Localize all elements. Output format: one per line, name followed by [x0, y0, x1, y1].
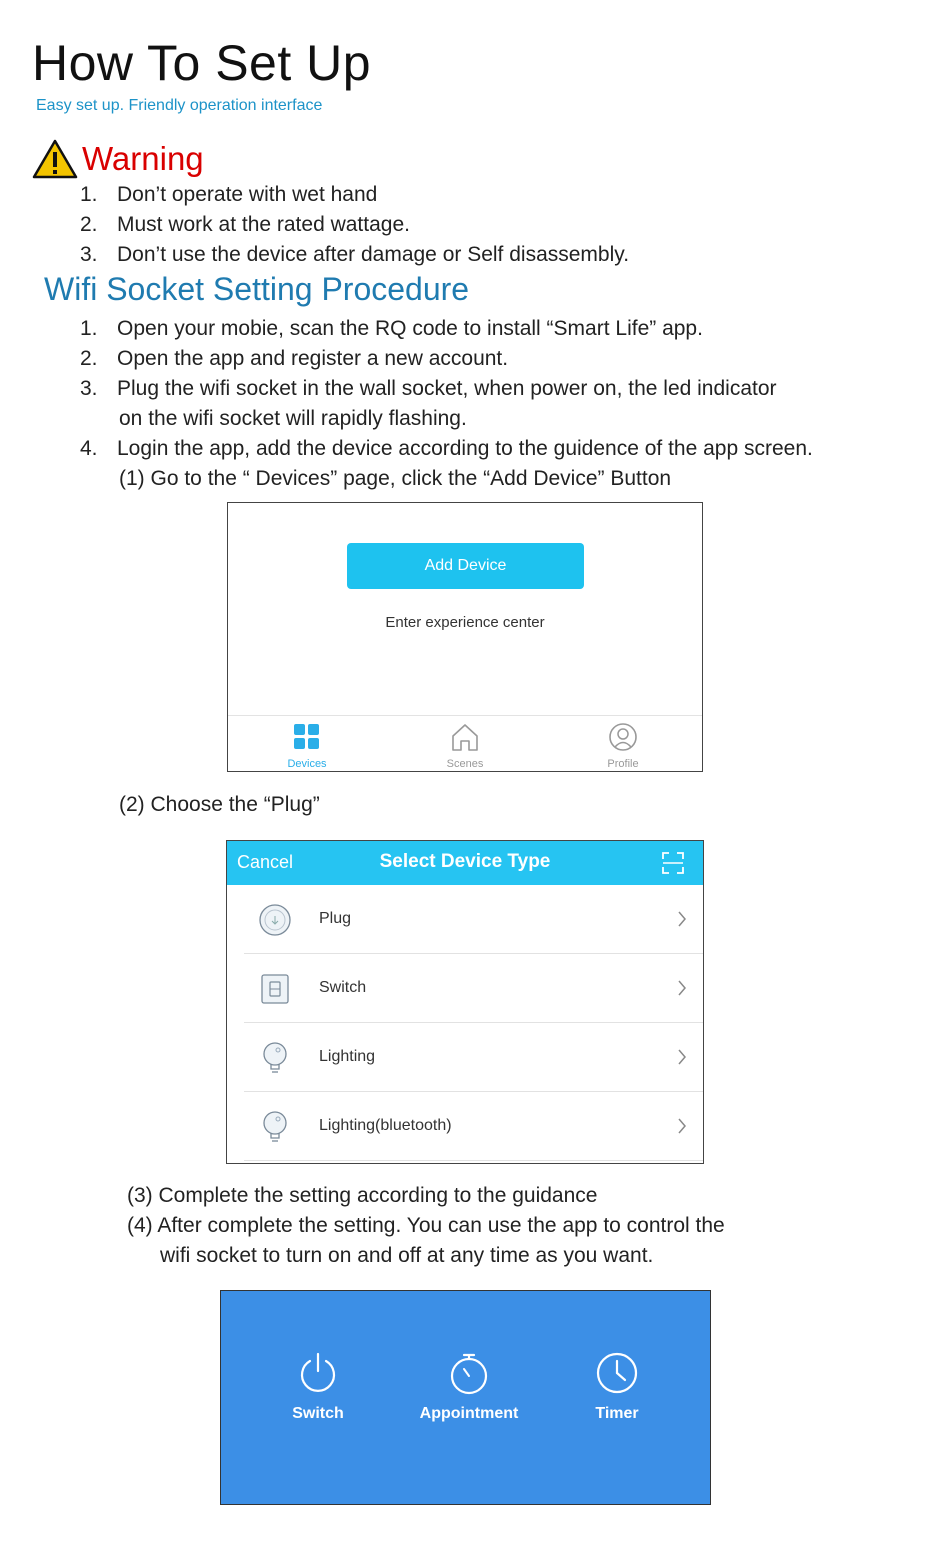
step-num: 2.: [80, 347, 98, 370]
nav-title: Select Device Type: [379, 851, 551, 872]
substep-2: (2) Choose the “Plug”: [119, 793, 320, 816]
warning-item-num: 1.: [80, 183, 98, 206]
warning-triangle-icon: [32, 139, 78, 179]
tab-label: Profile: [607, 758, 639, 770]
page-subtitle: Easy set up. Friendly operation interface: [36, 97, 323, 114]
chevron-right-icon: [677, 980, 687, 996]
nav-bar: [227, 841, 703, 885]
step-text: Login the app, add the device according to the guidence of the app screen.: [117, 437, 813, 460]
bulb-icon: [258, 1041, 292, 1075]
chevron-right-icon: [677, 1049, 687, 1065]
stopwatch-icon: [447, 1351, 491, 1395]
step-num: 1.: [80, 317, 98, 340]
page-title: How To Set Up: [32, 35, 372, 91]
device-type-row-switch[interactable]: [244, 954, 704, 1023]
app-screen-select-device: [226, 840, 704, 1164]
device-type-label: Switch: [319, 979, 367, 996]
tab-label: Devices: [287, 758, 327, 770]
cancel-button[interactable]: Cancel: [237, 852, 294, 872]
warning-item-text: Don’t use the device after damage or Self disassembly.: [117, 243, 630, 266]
step-num: 3.: [80, 377, 98, 400]
control-label: Switch: [292, 1405, 344, 1422]
step-text: Plug the wifi socket in the wall socket, when power on, the led indicator: [117, 377, 777, 400]
bulb-icon: [258, 1110, 292, 1144]
tab-bar: [228, 715, 702, 772]
warning-title: Warning: [82, 140, 204, 177]
home-icon: [449, 722, 481, 752]
switch-control[interactable]: [248, 1351, 388, 1423]
warning-heading: [32, 138, 204, 180]
warning-item-text: Must work at the rated wattage.: [117, 213, 410, 236]
tab-devices[interactable]: [247, 716, 367, 773]
procedure-title: Wifi Socket Setting Procedure: [44, 271, 470, 307]
warning-item-num: 2.: [80, 213, 98, 236]
warning-item-text: Don’t operate with wet hand: [117, 183, 378, 206]
step-text: Open your mobie, scan the RQ code to install “Smart Life” app.: [117, 317, 703, 340]
experience-center-link[interactable]: Enter experience center: [385, 614, 545, 631]
clock-icon: [595, 1351, 639, 1395]
device-type-row-lighting-bluetooth[interactable]: [244, 1092, 704, 1161]
device-type-label: Lighting: [319, 1048, 376, 1065]
power-icon: [296, 1351, 340, 1395]
timer-control[interactable]: [547, 1351, 687, 1423]
appointment-control[interactable]: [399, 1351, 539, 1423]
substep-4-continued: wifi socket to turn on and off at any time as you want.: [160, 1244, 654, 1267]
warning-item-num: 3.: [80, 243, 98, 266]
device-type-row-lighting[interactable]: [244, 1023, 704, 1092]
step-text-continued: on the wifi socket will rapidly flashing.: [119, 407, 467, 430]
app-screen-devices: [227, 502, 703, 772]
substep-1: (1) Go to the “ Devices” page, click the “Add Device” Button: [119, 467, 672, 490]
control-label: Timer: [595, 1405, 639, 1422]
switch-icon: [258, 972, 292, 1006]
tab-scenes[interactable]: [405, 716, 525, 773]
device-type-row-plug[interactable]: [244, 885, 704, 954]
step-text: Open the app and register a new account.: [117, 347, 509, 370]
chevron-right-icon: [677, 1118, 687, 1134]
step-num: 4.: [80, 437, 98, 460]
tab-label: Scenes: [446, 758, 484, 770]
control-label: Appointment: [419, 1405, 519, 1422]
substep-3: (3) Complete the setting according to the guidance: [127, 1184, 598, 1207]
plug-icon: [258, 903, 292, 937]
tab-profile[interactable]: [563, 716, 683, 773]
grid-icon: [291, 722, 323, 752]
device-type-label: Lighting(bluetooth): [319, 1117, 452, 1134]
scan-icon[interactable]: [661, 851, 685, 875]
add-device-button[interactable]: Add Device: [347, 543, 584, 589]
device-type-label: Plug: [319, 910, 352, 927]
chevron-right-icon: [677, 911, 687, 927]
profile-icon: [607, 722, 639, 752]
substep-4: (4) After complete the setting. You can use the app to control the: [127, 1214, 725, 1237]
app-screen-controls: [220, 1290, 711, 1505]
